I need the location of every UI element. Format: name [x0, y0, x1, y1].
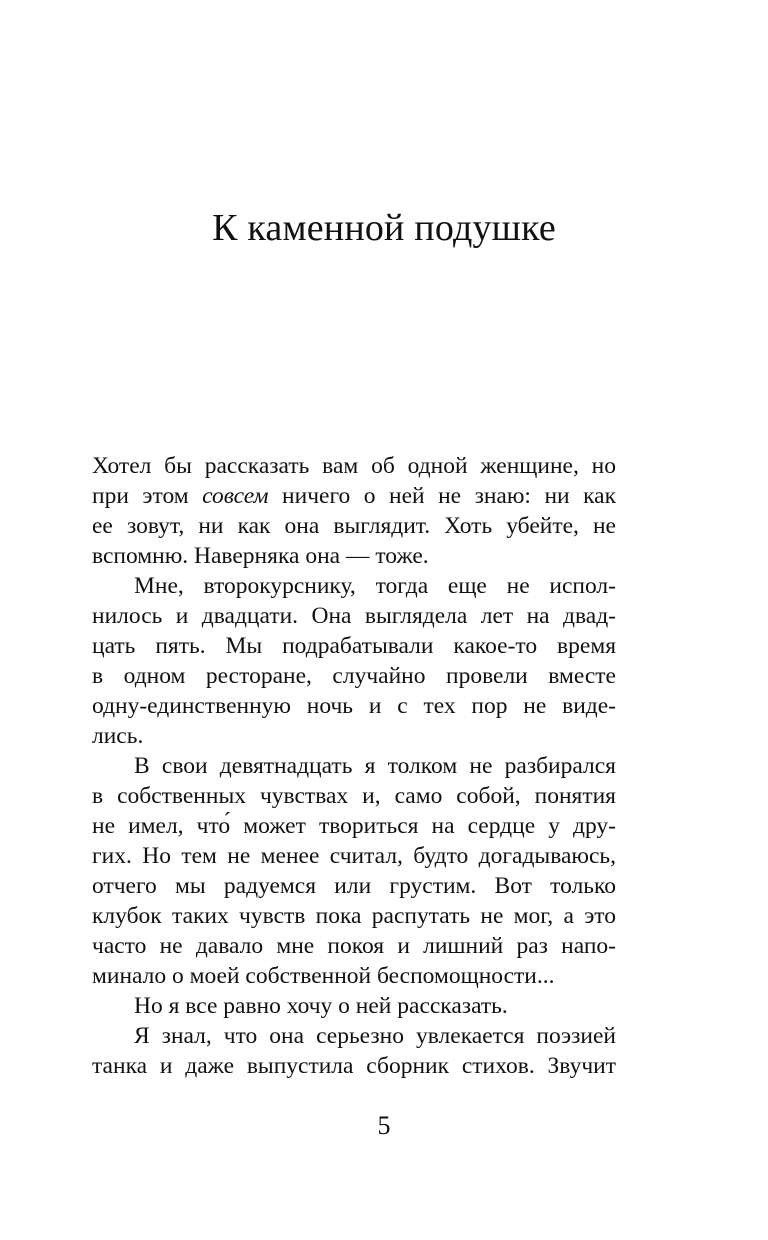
text-line [92, 961, 616, 991]
text-line [92, 511, 616, 541]
text-run: при этом [92, 483, 203, 509]
text-line [92, 661, 616, 691]
text-run: в одном ресторане, случайно провели вместе [92, 663, 616, 689]
text-line [92, 481, 616, 511]
text-run: нилось и двадцати. Она выглядела лет на двад- [92, 603, 616, 629]
text-line [92, 901, 616, 931]
text-run: клубок таких чувств пока распутать не мог, а это [92, 903, 616, 929]
text-line [92, 841, 616, 871]
text-run: вспомню. Наверняка она — тоже. [92, 543, 429, 569]
text-run: Мне, второкурснику, тогда еще не испол- [134, 573, 616, 599]
text-run: танка и даже выпустила сборник стихов. Звучит [92, 1053, 616, 1079]
text-line [92, 631, 616, 661]
text-run: ничего о ней не знаю: ни как [268, 483, 616, 509]
text-run: не имел, что́ может твориться на сердце у дру- [92, 813, 616, 839]
text-line [92, 541, 616, 571]
text-line [92, 721, 616, 751]
text-line [92, 691, 616, 721]
page-number: 5 [377, 1111, 391, 1140]
chapter-title: К каменной подушке [212, 207, 556, 249]
text-run: лись. [92, 723, 144, 749]
text-run: В свои девятнадцать я толком не разбирался [134, 753, 616, 779]
text-line [92, 751, 616, 781]
text-run: Я знал, что она серьезно увлекается поэзией [134, 1023, 616, 1049]
text-run: отчего мы радуемся или грустим. Вот только [92, 873, 616, 899]
text-line [92, 1021, 616, 1051]
text-line [92, 1051, 616, 1081]
text-line [92, 811, 616, 841]
text-run: цать пять. Мы подрабатывали какое-то время [92, 633, 616, 659]
text-run: Но я все равно хочу о ней рассказать. [134, 993, 508, 1019]
text-line [92, 991, 616, 1021]
text-line [92, 781, 616, 811]
text-run: гих. Но тем не менее считал, будто догадываюсь, [92, 843, 616, 869]
emphasized-word: совсем [202, 483, 269, 509]
text-run: Хотел бы рассказать вам об одной женщине, но [92, 453, 616, 479]
text-line [92, 601, 616, 631]
text-line [92, 451, 616, 481]
text-run: ее зовут, ни как она выглядит. Хоть убейте, не [92, 513, 616, 539]
text-line [92, 571, 616, 601]
text-run: в собственных чувствах и, само собой, понятия [92, 783, 616, 809]
text-run: одну-единственную ночь и с тех пор не виде- [92, 693, 616, 719]
text-line [92, 931, 616, 961]
text-run: часто не давало мне покоя и лишний раз напо- [92, 933, 616, 959]
text-line [92, 871, 616, 901]
text-run: минало о моей собственной беспомощности... [92, 963, 555, 989]
body-text [92, 451, 616, 1081]
